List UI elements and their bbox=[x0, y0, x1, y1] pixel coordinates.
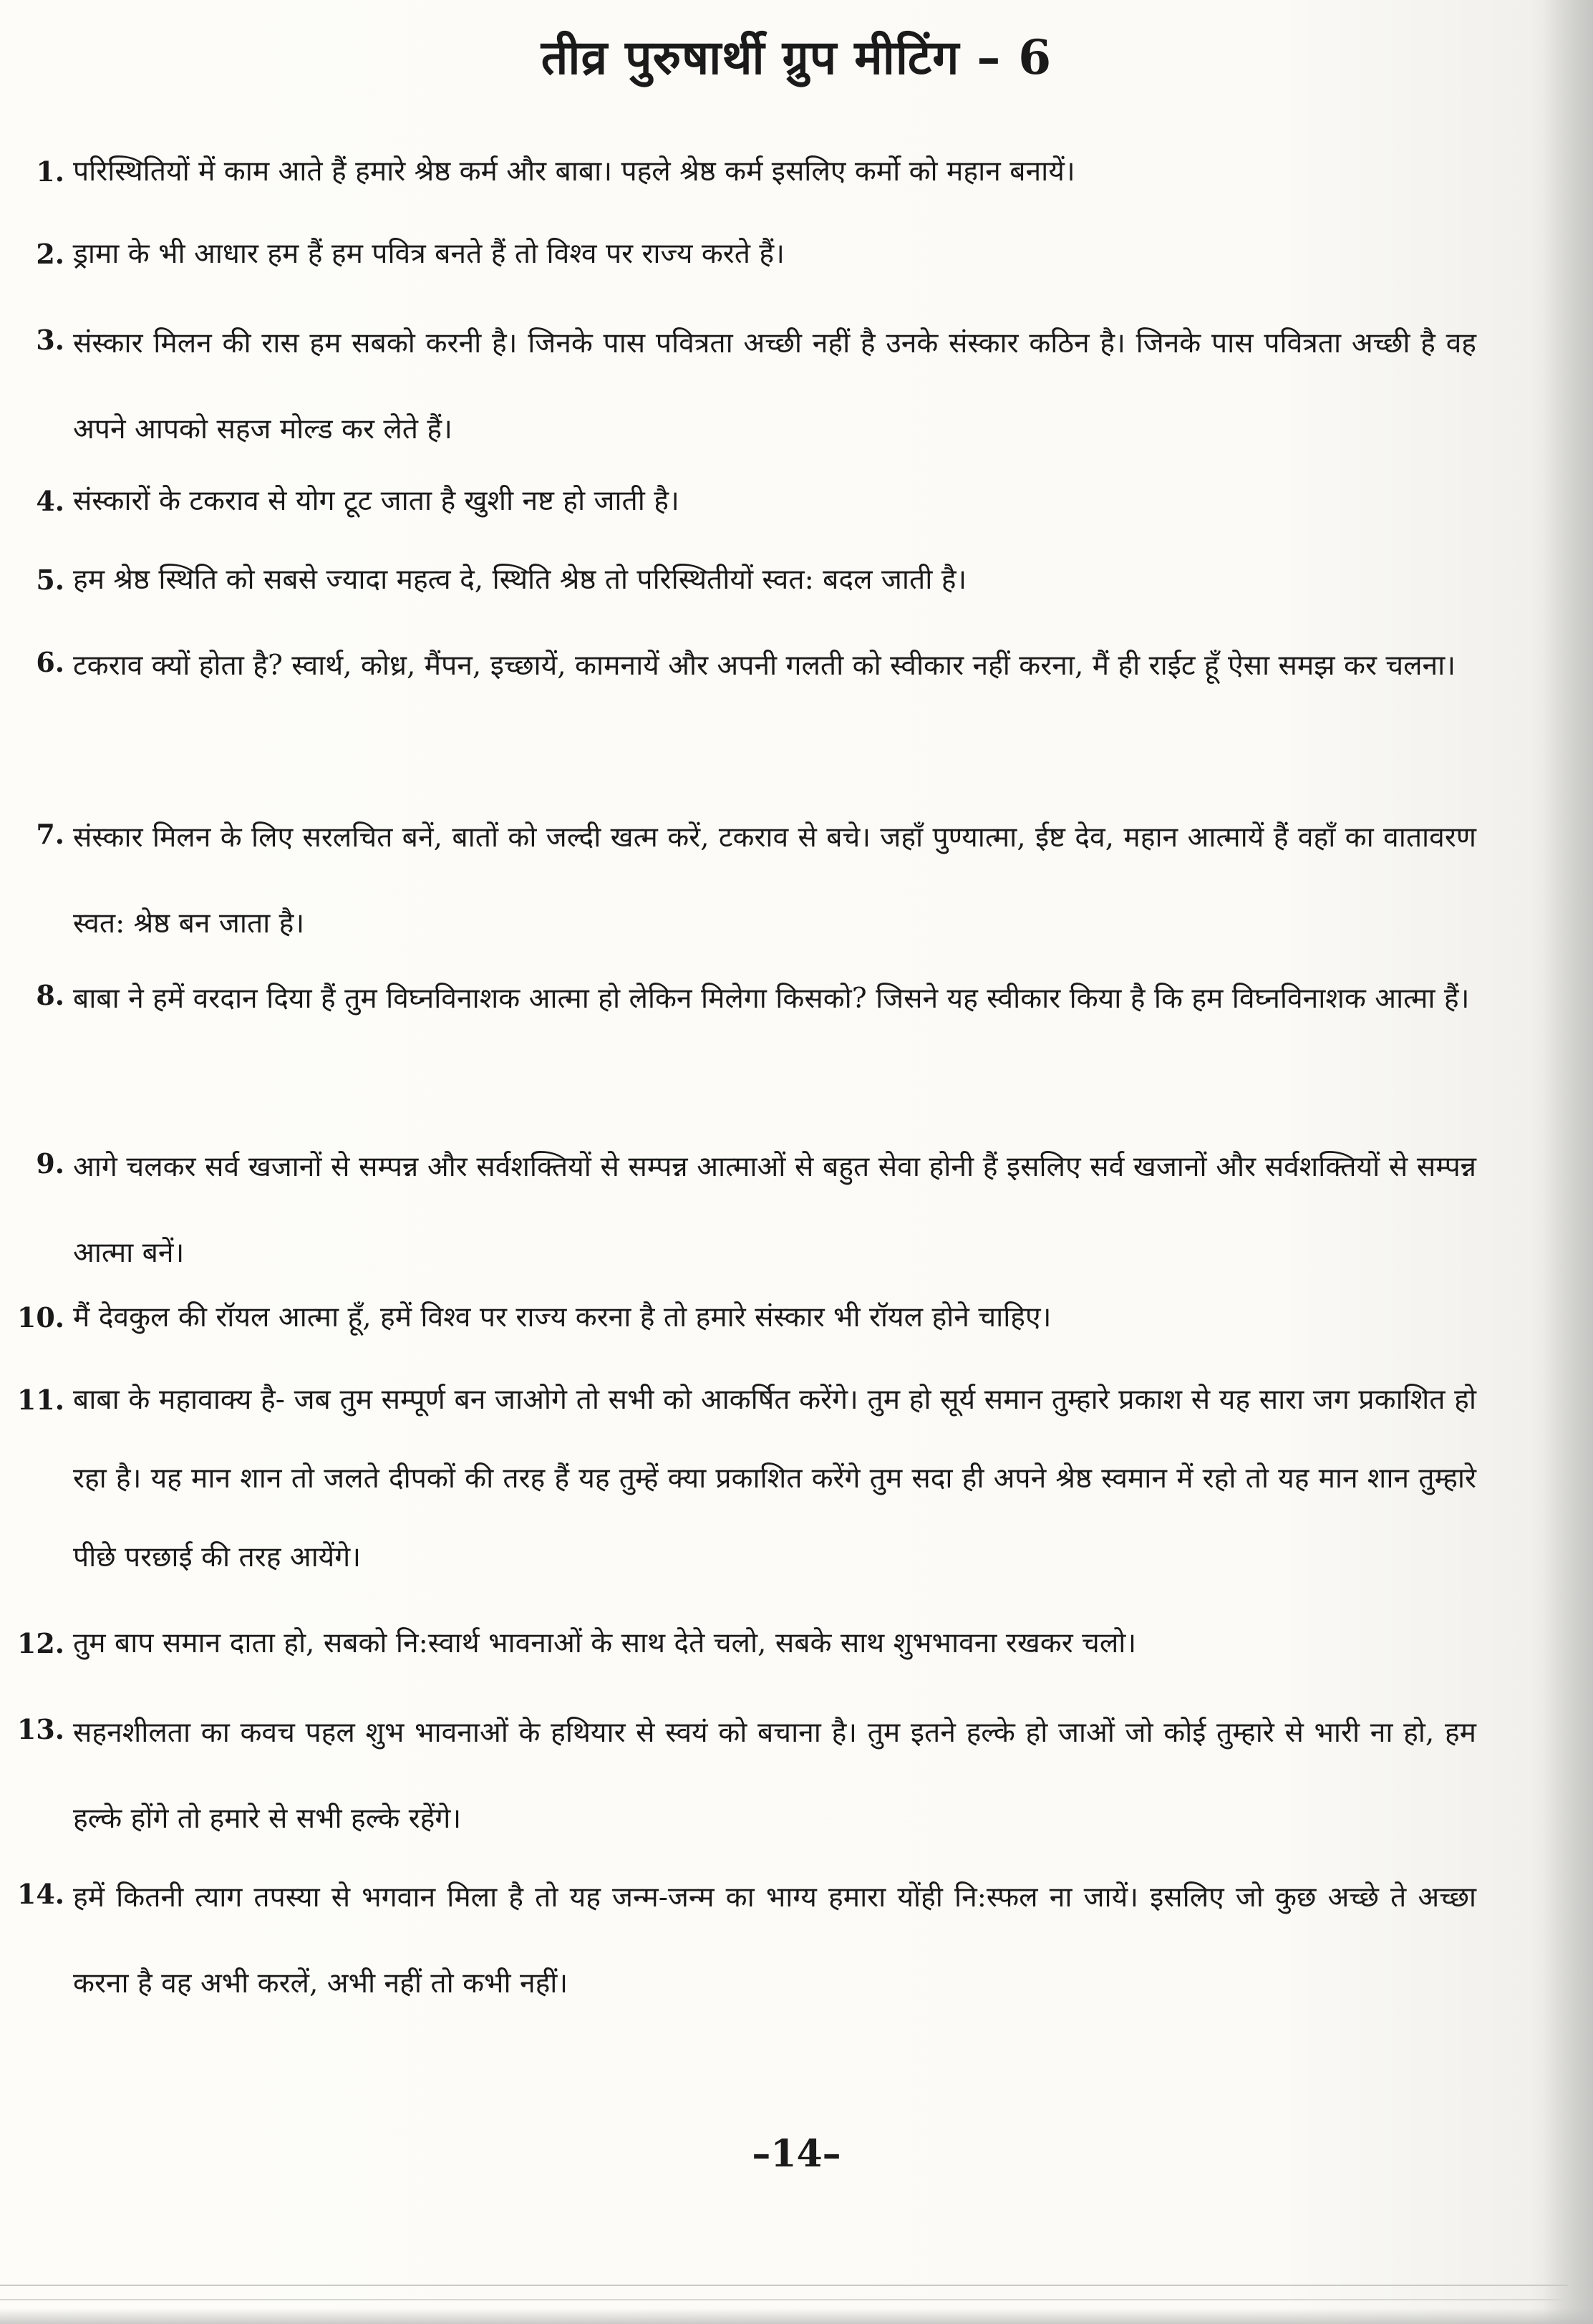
item-text: हमें कितनी त्याग तपस्या से भगवान मिला है तो यह जन्म-जन्म का भाग्य हमारा योंही नि:स्फल ना जायें। इसलिए जो कुछ अच्छे ते अच्छा करना है वह अभी करलें, अभी नहीं तो कभी नहीं। bbox=[73, 1881, 1476, 2000]
page-title: तीव्र पुरुषार्थी ग्रुप मीटिंग – 6 bbox=[541, 29, 1052, 85]
item-number: 4. bbox=[36, 485, 64, 517]
item-text: तुम बाप समान दाता हो, सबको नि:स्वार्थ भावनाओं के साथ देते चलो, सबके साथ शुभभावना रखकर चलो। bbox=[73, 1627, 1137, 1659]
item-number: 5. bbox=[36, 564, 64, 596]
page-number: –14– bbox=[752, 2132, 841, 2176]
item-number: 2. bbox=[36, 238, 64, 270]
item-text: ड्रामा के भी आधार हम हैं हम पवित्र बनते हैं तो विश्व पर राज्य करते हैं। bbox=[73, 238, 785, 270]
item-text: संस्कार मिलन के लिए सरलचित बनें, बातों को जल्दी खत्म करें, टकराव से बचे। जहाँ पुण्यात्मा, ईष्ट देव, महान आत्मायें हैं वहाँ का वातावरण स्वत: श्रेष्ठ बन जाता है। bbox=[73, 821, 1476, 940]
item-text: आगे चलकर सर्व खजानों से सम्पन्न और सर्वशक्तियों से सम्पन्न आत्माओं से बहुत सेवा होनी हैं इसलिए सर्व खजानों और सर्वशक्तियों से सम्पन्न आत्मा बनें। bbox=[73, 1151, 1476, 1269]
item-text: टकराव क्यों होता है? स्वार्थ, कोध्र, मैंपन, इच्छायें, कामनायें और अपनी गलती को स्वीकार नहीं करना, मैं ही राईट हूँ ऐसा समझ कर चलना। bbox=[73, 650, 1456, 682]
item-text: संस्कारों के टकराव से योग टूट जाता है खुशी नष्ट हो जाती है। bbox=[73, 485, 679, 517]
item-number: 6. bbox=[36, 646, 64, 678]
item-text: परिस्थितियों में काम आते हैं हमारे श्रेष्ठ कर्म और बाबा। पहले श्रेष्ठ कर्म इसलिए कर्मो को महान बनायें। bbox=[73, 155, 1075, 188]
item-number: 9. bbox=[36, 1147, 64, 1180]
item-number: 8. bbox=[36, 979, 64, 1011]
item-text: बाबा के महावाक्य है- जब तुम सम्पूर्ण बन जाओगे तो सभी को आकर्षित करेंगे। तुम हो सूर्य समान तुम्हारे प्रकाश से यह सारा जग प्रकाशित हो रहा है। यह मान शान तो जलते दीपकों की तरह हैं यह तुम्हें क्या प्रकाशित करेंगे तुम सदा ही अपने श्रेष्ठ स्वमान में रहो तो यह मान शान तुम्हारे पीछे परछाई की तरह आयेंगे। bbox=[73, 1384, 1476, 1573]
item-number: 10. bbox=[16, 1301, 64, 1334]
item-number: 3. bbox=[36, 324, 64, 356]
item-number: 14. bbox=[16, 1878, 64, 1910]
item-text: सहनशीलता का कवच पहल शुभ भावनाओं के हथियार से स्वयं को बचाना है। तुम इतने हल्के हो जाओं जो कोई तुम्हारे से भारी ना हो, हम हल्के होंगे तो हमारे से सभी हल्के रहेंगे। bbox=[73, 1717, 1476, 1835]
item-number: 11. bbox=[16, 1384, 64, 1416]
item-text: मैं देवकुल की रॉयल आत्मा हूँ, हमें विश्व पर राज्य करना है तो हमारे संस्कार भी रॉयल होने चाहिए। bbox=[73, 1301, 1052, 1334]
footer-rule bbox=[0, 2299, 1568, 2300]
item-text: संस्कार मिलन की रास हम सबको करनी है। जिनके पास पवित्रता अच्छी नहीं है उनके संस्कार कठिन है। जिनके पास पवित्रता अच्छी है वह अपने आपको सहज मोल्ड कर लेते हैं। bbox=[73, 327, 1476, 445]
item-number: 13. bbox=[16, 1713, 64, 1745]
item-number: 12. bbox=[16, 1627, 64, 1659]
item-text: हम श्रेष्ठ स्थिति को सबसे ज्यादा महत्व दे, स्थिति श्रेष्ठ तो परिस्थितीयों स्वत: बदल जाती है। bbox=[73, 564, 967, 596]
item-number: 7. bbox=[36, 818, 64, 850]
item-text: बाबा ने हमें वरदान दिया हैं तुम विघ्नविनाशक आत्मा हो लेकिन मिलेगा किसको? जिसने यह स्वीकार किया है कि हम विघ्नविनाशक आत्मा हैं। bbox=[73, 983, 1470, 1015]
item-number: 1. bbox=[36, 155, 64, 188]
footer-rule bbox=[0, 2285, 1568, 2286]
